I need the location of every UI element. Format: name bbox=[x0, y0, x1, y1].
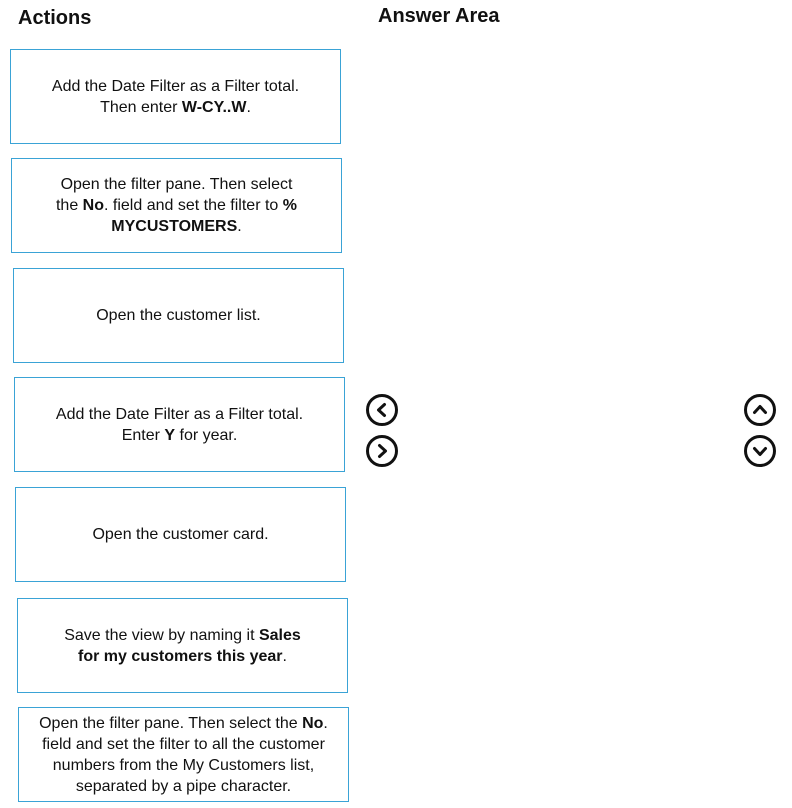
chevron-left-icon bbox=[373, 401, 391, 419]
action-card-line bbox=[92, 524, 268, 545]
bold-text: for my customers this year bbox=[78, 647, 283, 665]
action-card[interactable] bbox=[11, 158, 342, 253]
text: Enter bbox=[121, 426, 165, 444]
text: Open the filter pane. Then select the bbox=[39, 714, 303, 732]
answer-area-heading: Answer Area bbox=[378, 5, 500, 27]
bold-text: No bbox=[82, 197, 104, 214]
chevron-right-icon bbox=[373, 442, 391, 460]
text: . bbox=[246, 98, 251, 116]
text: . bbox=[282, 647, 287, 665]
move-right-button[interactable] bbox=[366, 435, 398, 467]
text: for year. bbox=[175, 426, 238, 444]
action-card-text bbox=[96, 305, 261, 326]
action-card-line bbox=[56, 174, 297, 195]
action-card-text bbox=[52, 76, 299, 118]
action-card-line bbox=[96, 305, 261, 326]
action-card[interactable] bbox=[13, 268, 344, 363]
move-down-button[interactable] bbox=[744, 435, 776, 467]
action-card-text bbox=[39, 713, 328, 797]
text: . field and set the filter to bbox=[104, 197, 283, 214]
text: Then enter bbox=[100, 98, 182, 116]
bold-text: Sales bbox=[258, 626, 301, 644]
action-card-line bbox=[39, 755, 328, 776]
text: Add the Date Filter as a Filter total. bbox=[55, 405, 304, 423]
text: Add the Date Filter as a Filter total. bbox=[51, 77, 300, 95]
text: separated by a pipe character. bbox=[75, 777, 292, 795]
bold-text: W-CY..W bbox=[181, 98, 247, 116]
action-card-line bbox=[39, 713, 328, 734]
bold-text: % bbox=[282, 197, 297, 214]
text: Open the customer card. bbox=[92, 526, 269, 543]
action-card-text bbox=[56, 404, 303, 446]
bold-text: Y bbox=[164, 426, 176, 444]
action-card[interactable] bbox=[17, 598, 348, 693]
move-left-button[interactable] bbox=[366, 394, 398, 426]
text: field and set the filter to all the customer bbox=[42, 735, 325, 753]
action-card[interactable] bbox=[14, 377, 345, 472]
bold-text: MYCUSTOMERS bbox=[111, 218, 238, 235]
text: Open the customer list. bbox=[96, 307, 261, 324]
action-card-line bbox=[56, 195, 297, 216]
answer-area[interactable] bbox=[410, 40, 730, 800]
action-card-line bbox=[52, 76, 299, 97]
move-up-button[interactable] bbox=[744, 394, 776, 426]
action-card-line bbox=[56, 404, 303, 425]
action-card-line bbox=[64, 625, 301, 646]
text: numbers from the My Customers list, bbox=[52, 756, 315, 774]
action-card-line bbox=[64, 646, 301, 667]
bold-text: No bbox=[302, 714, 324, 732]
action-card[interactable] bbox=[15, 487, 346, 582]
action-card-line bbox=[39, 734, 328, 755]
action-card-text bbox=[92, 524, 268, 545]
text: the bbox=[55, 197, 83, 214]
action-card-text bbox=[56, 174, 297, 237]
action-card[interactable] bbox=[10, 49, 341, 144]
chevron-down-icon bbox=[751, 442, 769, 460]
action-card-line bbox=[52, 97, 299, 118]
text: Save the view by naming it bbox=[64, 626, 259, 644]
text: Open the filter pane. Then select bbox=[60, 176, 293, 193]
action-card-line bbox=[39, 776, 328, 797]
action-card[interactable] bbox=[18, 707, 349, 802]
actions-heading: Actions bbox=[18, 7, 92, 29]
chevron-up-icon bbox=[751, 401, 769, 419]
text: . bbox=[323, 714, 328, 732]
action-card-text bbox=[64, 625, 301, 667]
text: . bbox=[237, 218, 242, 235]
action-card-line bbox=[56, 425, 303, 446]
action-card-line bbox=[56, 216, 297, 237]
